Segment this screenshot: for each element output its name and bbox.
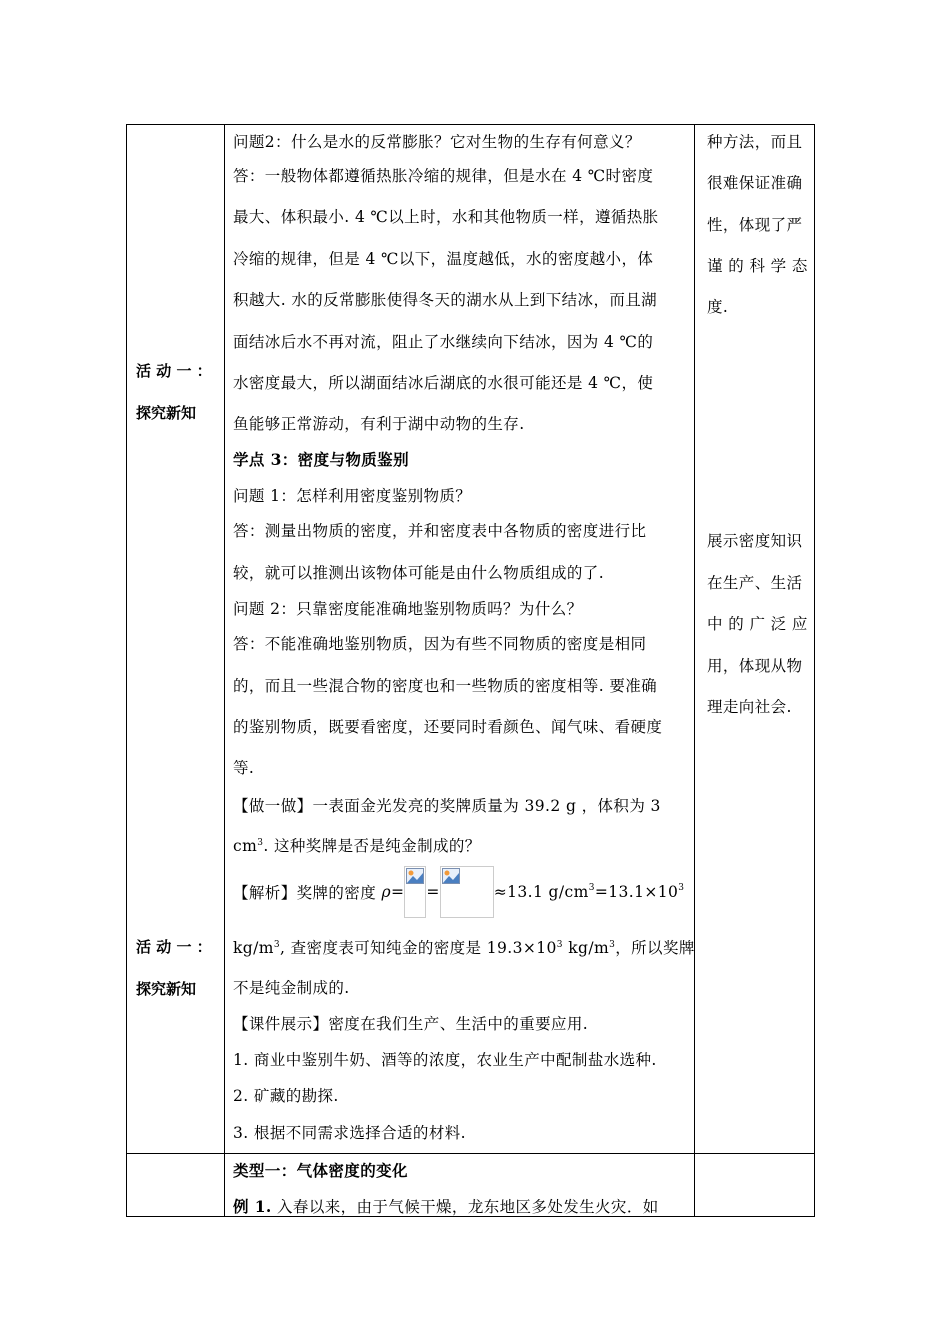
solution-text: , 查密度表可知纯金的密度是 19.3×10 [279,939,557,957]
lesson-table [126,124,815,1217]
application-item-2: 2. 矿藏的勘探. [233,1087,339,1105]
superscript: 3 [678,883,685,893]
equals-2: = [426,883,440,901]
point-3-answer-2-line-2: 的，而且一些混合物的密度也和一些物质的密度相等. 要准确 [233,677,658,695]
table-row-divider [126,1153,815,1154]
note-line-6: 展示密度知识 [707,532,803,550]
superscript: 3 [273,940,280,950]
unit: kg/m [562,939,610,957]
point-3-answer-1-line-1: 答：测量出物质的密度，并和密度表中各物质的密度进行比 [233,522,647,540]
point-3-answer-2-line-1: 答：不能准确地鉴别物质，因为有些不同物质的密度是相同 [233,635,647,653]
section-heading-point-3: 学点 3：密度与物质鉴别 [233,450,409,469]
application-item-1: 1. 商业中鉴别牛奶、酒等的浓度，农业生产中配制盐水选种. [233,1051,657,1069]
example-text: 入春以来，由于气候干燥，龙东地区多处发生火灾．如 [271,1198,659,1216]
broken-image-icon [406,868,424,884]
density-result-2: =13.1×10 [594,883,679,901]
table-border-right [814,124,815,1217]
answer-2-line-4: 积越大. 水的反常膨胀使得冬天的湖水从上到下结冰，而且湖 [233,291,658,309]
point-3-question-2: 问题 2：只靠密度能准确地鉴别物质吗？为什么？ [233,600,583,618]
example-label: 例 1. [233,1197,272,1216]
application-item-3: 3. 根据不同需求选择合适的材料. [233,1124,466,1142]
formula-image-2 [440,866,494,918]
answer-2-line-6: 水密度最大，所以湖面结冰后湖底的水很可能还是 4 ℃，使 [233,374,654,392]
note-line-8: 中 的 广 泛 应 [707,615,808,633]
answer-2-line-5: 面结冰后水不再对流，阻止了水继续向下结冰，因为 4 ℃的 [233,333,654,351]
activity-label-2-line1: 活 动 一 ： [136,938,212,956]
try-it-line-2 [233,834,481,856]
activity-label-1-line2: 探究新知 [136,404,197,422]
note-line-7: 在生产、生活 [707,574,803,592]
courseware-show: 【课件展示】密度在我们生产、生活中的重要应用. [233,1015,589,1033]
unit-cm: cm [233,837,258,855]
formula-image-1 [404,866,426,918]
superscript: 3 [588,883,595,893]
note-line-4: 谨 的 科 学 态 [707,257,808,275]
superscript: 3 [609,940,616,950]
point-3-answer-2-line-4: 等. [233,759,255,777]
density-result: ≈13.1 g/cm [493,883,589,901]
try-it-question: . 这种奖牌是否是纯金制成的？ [263,837,481,855]
solution-text: ，所以奖牌 [615,939,695,957]
answer-2-line-1: 答：一般物体都遵循热胀冷缩的规律，但是水在 4 ℃时密度 [233,167,654,185]
activity-label-1-line1: 活 动 一 ： [136,362,212,380]
table-border-col1 [224,124,225,1217]
question-2: 问题2：什么是水的反常膨胀？它对生物的生存有何意义？ [233,133,641,151]
activity-label-2-line2: 探究新知 [136,980,197,998]
point-3-question-1: 问题 1：怎样利用密度鉴别物质？ [233,487,472,505]
point-3-answer-2-line-3: 的鉴别物质，既要看密度，还要同时看颜色、闻气味、看硬度 [233,718,663,736]
solution-line-1 [233,866,684,918]
equals-1: = [390,883,405,901]
solution-line-3: 不是纯金制成的. [233,979,350,997]
note-line-5: 度. [707,298,729,316]
superscript: 3 [556,940,563,950]
type-1-heading: 类型一：气体密度的变化 [233,1161,408,1180]
solution-line-2 [233,936,695,958]
point-3-answer-1-line-2: 较，就可以推测出该物体可能是由什么物质组成的了. [233,564,605,582]
note-line-9: 用，体现从物 [707,657,803,675]
note-line-3: 性，体现了严 [707,216,803,234]
table-border-col2 [694,124,695,1217]
solution-prefix: 【解析】奖牌的密度 [233,884,382,902]
answer-2-line-7: 鱼能够正常游动，有利于湖中动物的生存. [233,415,525,433]
superscript: 3 [257,838,264,848]
note-line-10: 理走向社会. [707,698,792,716]
example-1 [233,1195,659,1217]
try-it-line-1: 【做一做】一表面金光发亮的奖牌质量为 39.2 g ，体积为 3 [233,797,661,815]
answer-2-line-3: 冷缩的规律，但是 4 ℃以下，温度越低，水的密度越小，体 [233,250,654,268]
answer-2-line-2: 最大、体积最小. 4 ℃以上时，水和其他物质一样，遵循热胀 [233,208,659,226]
note-line-1: 种方法，而且 [707,133,803,151]
table-border-left [126,124,127,1217]
unit: kg/m [233,939,274,957]
rho-symbol: ρ [381,883,391,901]
note-line-2: 很难保证准确 [707,174,803,192]
table-border-top [126,124,815,125]
broken-image-icon [442,868,460,884]
